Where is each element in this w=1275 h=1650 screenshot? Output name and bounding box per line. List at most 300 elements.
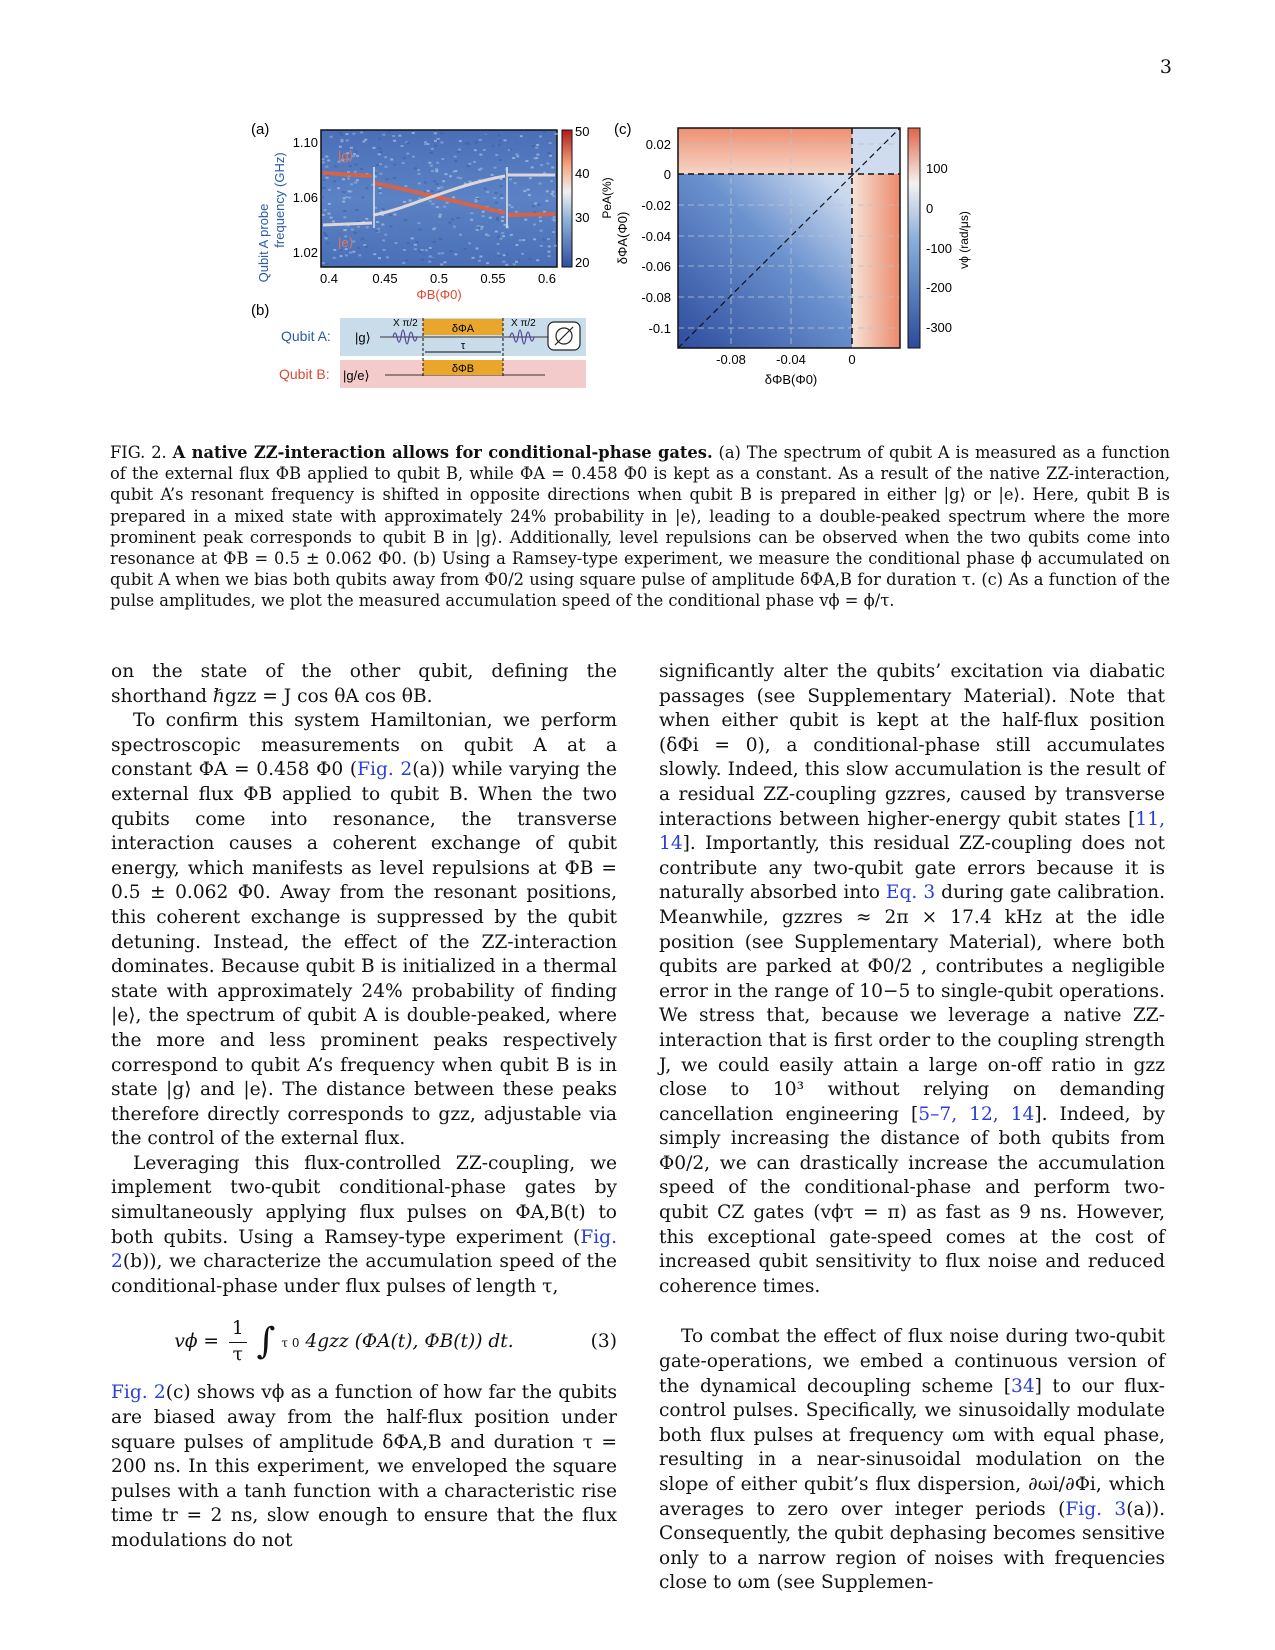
equation-3 — [111, 1313, 617, 1371]
spectrum-pixel — [333, 180, 336, 182]
caption-title: A native ZZ-interaction allows for conditional-phase gates. — [172, 443, 713, 462]
c-ytick-7: -0.1 — [648, 321, 671, 336]
spectrum-pixel — [387, 131, 390, 133]
spectrum-pixel — [457, 151, 460, 153]
spectrum-pixel — [532, 205, 535, 207]
spectrum-pixel — [468, 242, 471, 244]
xpi2-label-2: X π/2 — [511, 318, 536, 329]
spectrum-pixel — [518, 259, 521, 261]
spectrum-pixel — [477, 227, 480, 229]
spectrum-pixel — [554, 245, 557, 247]
spectrum-pixel — [323, 232, 326, 234]
spectrum-pixel — [393, 164, 396, 166]
left-p4-text: (c) shows vϕ as a function of how far the qubits are biased away from the half-flux position under square pulses of amplitude δΦA,B and duration τ = 200 ns. In this experiment, we enveloped the square pulses with a tanh function with a characteristic rise time tr = 2 ns, slow enough to ensure that the flux modulations do not — [111, 1382, 617, 1551]
ref-11-14[interactable]: 11, 14 — [659, 808, 1165, 855]
spectrum-pixel — [464, 248, 467, 250]
spectrum-pixel — [457, 177, 460, 179]
spectrum-pixel — [379, 192, 382, 194]
spectrum-pixel — [509, 178, 512, 180]
a-xtick-2: 0.45 — [372, 271, 398, 286]
spectrum-pixel — [324, 209, 327, 211]
eq3-link[interactable]: Eq. 3 — [885, 882, 936, 904]
spectrum-pixel — [465, 143, 468, 145]
spectrum-pixel — [499, 159, 502, 161]
spectrum-pixel — [379, 151, 382, 153]
spectrum-pixel — [482, 211, 485, 213]
spectrum-pixel — [431, 258, 434, 260]
left-paragraph-1: on the state of the other qubit, defining the shorthand ℏgzz = J cos θA cos θB. — [111, 661, 617, 707]
spectrum-pixel — [470, 219, 473, 221]
a-cbtick-4: 20 — [575, 255, 590, 270]
spectrum-pixel — [376, 230, 379, 232]
spectrum-pixel — [500, 197, 503, 199]
spectrum-pixel — [549, 142, 552, 144]
spectrum-pixel — [354, 171, 357, 173]
spectrum-pixel — [500, 185, 503, 187]
spectrum-pixel — [403, 249, 406, 251]
spectrum-pixel — [358, 254, 361, 256]
spectrum-pixel — [546, 200, 549, 202]
spectrum-pixel — [496, 217, 499, 219]
spectrum-pixel — [430, 152, 433, 154]
spectrum-pixel — [402, 162, 405, 164]
fig2-link-c[interactable]: Fig. 2 — [111, 1382, 166, 1404]
spectrum-pixel — [418, 228, 421, 230]
spectrum-pixel — [521, 253, 524, 255]
qubit-b-label: Qubit B: — [279, 366, 330, 382]
spectrum-pixel — [431, 170, 434, 172]
spectrum-pixel — [458, 149, 461, 151]
spectrum-pixel — [548, 152, 551, 154]
spectrum-pixel — [495, 202, 498, 204]
spectrum-pixel — [482, 215, 485, 217]
figure-2 — [0, 0, 1275, 430]
right-p1-text-d: ]. Indeed, by simply increasing the distance of both qubits from Φ0/2, we can drastically increase the accumulation speed of the conditional-phase and perform two-qubit CZ gates (vϕτ = π) as fast as 9 ns. However, this exceptional gate-speed comes at the cost of increased qubit sensitivity to flux noise and reduced coherence times. — [659, 1103, 1166, 1297]
spectrum-pixel — [512, 157, 515, 159]
spectrum-pixel — [548, 246, 551, 248]
c-colorbar — [908, 128, 920, 348]
spectrum-pixel — [454, 170, 457, 172]
spectrum-pixel — [552, 195, 555, 197]
spectrum-pixel — [497, 243, 500, 245]
spectrum-pixel — [540, 245, 543, 247]
spectrum-pixel — [483, 149, 486, 151]
spectrum-pixel — [468, 163, 471, 165]
spectrum-pixel — [379, 187, 382, 189]
spectrum-pixel — [323, 179, 326, 181]
vphi-map-top-region — [678, 128, 852, 174]
spectrum-pixel — [362, 141, 365, 143]
eq-fraction — [229, 1317, 247, 1367]
a-ytick-3: 1.02 — [292, 245, 318, 260]
spectrum-pixel — [527, 189, 530, 191]
spectrum-pixel — [332, 221, 335, 223]
spectrum-pixel — [330, 136, 333, 138]
spectrum-pixel — [539, 220, 542, 222]
panel-c-label: (c) — [614, 121, 632, 138]
a-ytick-1: 1.10 — [292, 135, 318, 150]
spectrum-pixel — [424, 141, 427, 143]
spectrum-pixel — [543, 172, 546, 174]
spectrum-pixel — [437, 190, 440, 192]
spectrum-pixel — [452, 196, 455, 198]
spectrum-pixel — [539, 216, 542, 218]
spectrum-pixel — [533, 224, 536, 226]
spectrum-pixel — [440, 186, 443, 188]
qubit-a-state: |g⟩ — [355, 330, 371, 345]
c-cbtick-4: -200 — [926, 280, 953, 295]
spectrum-pixel — [386, 256, 389, 258]
spectrum-pixel — [459, 234, 462, 236]
spectrum-pixel — [344, 229, 347, 231]
spectrum-pixel — [403, 201, 406, 203]
spectrum-pixel — [406, 153, 409, 155]
spectrum-pixel — [355, 209, 358, 211]
spectrum-pixel — [321, 196, 324, 198]
spectrum-pixel — [453, 226, 456, 228]
spectrum-pixel — [409, 200, 412, 202]
left-paragraph-4 — [111, 1381, 617, 1553]
spectrum-pixel — [429, 255, 432, 257]
right-column — [659, 660, 1165, 1596]
spectrum-pixel — [365, 218, 368, 220]
left-p3-text-a: Leveraging this flux-controlled ZZ-coupling, we implement two-qubit conditional-phase gates by simultaneously applying flux pulses on ΦA,B(t) to both qubits. Using a Ramsey-type experiment ( — [111, 1152, 617, 1248]
spectrum-pixel — [402, 262, 405, 264]
spectrum-pixel — [343, 210, 346, 212]
spectrum-pixel — [473, 161, 476, 163]
spectrum-pixel — [378, 153, 381, 155]
spectrum-pixel — [389, 214, 392, 216]
spectrum-pixel — [394, 214, 397, 216]
spectrum-pixel — [446, 202, 449, 204]
spectrum-pixel — [535, 157, 538, 159]
spectrum-pixel — [412, 132, 415, 134]
eq-limits: τ 0 — [281, 1336, 300, 1351]
a-xtick-3: 0.5 — [429, 271, 449, 286]
spectrum-pixel — [378, 147, 381, 149]
spectrum-pixel — [360, 168, 363, 170]
spectrum-pixel — [414, 244, 417, 246]
spectrum-pixel — [535, 147, 538, 149]
spectrum-pixel — [373, 253, 376, 255]
spectrum-pixel — [433, 181, 436, 183]
eq-frac-den: τ — [232, 1343, 243, 1365]
spectrum-pixel — [457, 217, 460, 219]
spectrum-pixel — [414, 167, 417, 169]
spectrum-pixel — [476, 229, 479, 231]
a-xlabel: ΦB(Φ0) — [416, 287, 462, 302]
caption-prefix: FIG. 2. — [110, 443, 167, 462]
eq-lhs: vϕ = — [174, 1331, 219, 1353]
caption-text: (a) The spectrum of qubit A is measured as a function of the external flux ΦB applied to qubit B, while ΦA = 0.458 Φ0 is kept as a constant. As a result of the native ZZ-interaction, qubit A’s resonant frequency is shifted in opposite directions when qubit B is prepared in either |g⟩ or |e⟩. Here, qubit B is prepared in a mixed state with approximately 24% probability in |e⟩, leading to a double-peaked spectrum where the more prominent peak corresponds to qubit B in |g⟩. Additionally, level repulsions can be observed when the two qubits come into resonance at ΦB = 0.5 ± 0.062 Φ0. (b) Using a Ramsey-type experiment, we measure the conditional phase ϕ accumulated on qubit A when we bias both qubits away from Φ0/2 using square pulse of amplitude δΦA,B for duration τ. (c) As a function of the pulse amplitudes, we plot the measured accumulation speed of the conditional phase vϕ = ϕ/τ. — [110, 443, 1170, 611]
panel-b-label: (b) — [251, 302, 270, 319]
figure-caption — [110, 442, 1170, 612]
spectrum-pixel — [551, 167, 554, 169]
spectrum-pixel — [513, 263, 516, 265]
spectrum-pixel — [322, 262, 325, 264]
spectrum-pixel — [346, 140, 349, 142]
spectrum-pixel — [351, 229, 354, 231]
spectrum-pixel — [434, 145, 437, 147]
spectrum-pixel — [528, 194, 531, 196]
spectrum-pixel — [509, 149, 512, 151]
spectrum-pixel — [429, 247, 432, 249]
spectrum-pixel — [349, 252, 352, 254]
spectrum-pixel — [531, 166, 534, 168]
spectrum-pixel — [533, 238, 536, 240]
spectrum-pixel — [326, 263, 329, 265]
spectrum-pixel — [552, 218, 555, 220]
spectrum-pixel — [491, 174, 494, 176]
spectrum-pixel — [365, 187, 368, 189]
spectrum-pixel — [322, 162, 325, 164]
spectrum-pixel — [379, 173, 382, 175]
spectrum-pixel — [454, 253, 457, 255]
spectrum-pixel — [536, 154, 539, 156]
spectrum-pixel — [411, 237, 414, 239]
fig2-link-a[interactable]: Fig. 2 — [357, 759, 413, 781]
spectrum-pixel — [439, 214, 442, 216]
spectrum-pixel — [469, 181, 472, 183]
spectrum-pixel — [511, 206, 514, 208]
spectrum-pixel — [404, 219, 407, 221]
spectrum-pixel — [393, 140, 396, 142]
spectrum-pixel — [489, 217, 492, 219]
spectrum-pixel — [376, 164, 379, 166]
spectrum-pixel — [390, 159, 393, 161]
spectrum-pixel — [497, 255, 500, 257]
paragraph-gap — [659, 1299, 1165, 1325]
spectrum-pixel — [437, 187, 440, 189]
spectrum-pixel — [449, 250, 452, 252]
ref-5-7-12-14[interactable]: 5–7, 12, 14 — [918, 1103, 1035, 1125]
spectrum-pixel — [523, 190, 526, 192]
equation-number: (3) — [590, 1331, 617, 1353]
spectrum-pixel — [354, 232, 357, 234]
spectrum-pixel — [424, 182, 427, 184]
spectrum-pixel — [474, 149, 477, 151]
spectrum-pixel — [441, 252, 444, 254]
a-colorbar-label: PeA(%) — [600, 177, 614, 219]
spectrum-pixel — [345, 254, 348, 256]
spectrum-pixel — [401, 145, 404, 147]
ref-34[interactable]: 34 — [1010, 1375, 1035, 1397]
spectrum-pixel — [548, 255, 551, 257]
spectrum-pixel — [406, 142, 409, 144]
c-colorbar-label: vϕ (rad/μs) — [957, 211, 971, 269]
spectrum-pixel — [357, 247, 360, 249]
c-cbtick-3: -100 — [926, 241, 953, 256]
spectrum-pixel — [543, 131, 546, 133]
pulse-b-label: δΦB — [451, 363, 475, 375]
spectrum-pixel — [326, 242, 329, 244]
spectrum-pixel — [392, 135, 395, 137]
right-p1-text-a: significantly alter the qubits’ excitation via diabatic passages (see Supplementary Material). Note that when either qubit is kept at the half-flux position (δΦi = 0), a conditional-phase still accumulates slowly. Indeed, this slow accumulation is the result of a residual ZZ-coupling gzzres, caused by transverse interactions between higher-energy qubit states [ — [659, 661, 1165, 830]
qubit-a-label: Qubit A: — [281, 328, 331, 344]
spectrum-pixel — [342, 191, 345, 193]
spectrum-pixel — [383, 249, 386, 251]
spectrum-pixel — [356, 179, 359, 181]
a-colorbar — [562, 130, 572, 267]
equation-body — [111, 1317, 577, 1367]
spectrum-pixel — [505, 264, 508, 266]
spectrum-pixel — [536, 144, 539, 146]
spectrum-pixel — [325, 238, 328, 240]
spectrum-pixel — [348, 190, 351, 192]
c-cbtick-1: 100 — [926, 161, 948, 176]
spectrum-pixel — [520, 135, 523, 137]
spectrum-pixel — [326, 177, 329, 179]
spectrum-pixel — [361, 238, 364, 240]
spectrum-pixel — [347, 178, 350, 180]
left-paragraph-3 — [111, 1152, 617, 1300]
spectrum-pixel — [403, 157, 406, 159]
spectrum-pixel — [404, 185, 407, 187]
spectrum-pixel — [417, 169, 420, 171]
fig3-link[interactable]: Fig. 3 — [1065, 1498, 1127, 1520]
fig2-link-b[interactable]: Fig. 2 — [111, 1226, 617, 1273]
spectrum-pixel — [418, 182, 421, 184]
spectrum-pixel — [407, 242, 410, 244]
spectrum-pixel — [448, 222, 451, 224]
spectrum-pixel — [550, 180, 553, 182]
spectrum-pixel — [498, 144, 501, 146]
spectrum-pixel — [356, 155, 359, 157]
spectrum-pixel — [454, 156, 457, 158]
spectrum-pixel — [500, 195, 503, 197]
spectrum-pixel — [440, 142, 443, 144]
spectrum-pixel — [343, 216, 346, 218]
spectrum-pixel — [342, 178, 345, 180]
spectrum-pixel — [475, 199, 478, 201]
spectrum-pixel — [529, 177, 532, 179]
spectrum-pixel — [425, 249, 428, 251]
spectrum-pixel — [480, 168, 483, 170]
spectrum-pixel — [389, 225, 392, 227]
spectrum-pixel — [481, 226, 484, 228]
c-xtick-1: -0.08 — [716, 352, 746, 367]
c-xlabel: δΦB(Φ0) — [764, 372, 818, 387]
spectrum-pixel — [328, 189, 331, 191]
pulse-a-label: δΦA — [451, 323, 475, 335]
spectrum-pixel — [552, 191, 555, 193]
spectrum-pixel — [459, 140, 462, 142]
spectrum-pixel — [503, 254, 506, 256]
spectrum-pixel — [430, 165, 433, 167]
state-g-label: |g⟩ — [338, 148, 354, 163]
panel-a-ylabel — [256, 152, 287, 282]
spectrum-pixel — [322, 187, 325, 189]
spectrum-pixel — [443, 206, 446, 208]
spectrum-pixel — [328, 203, 331, 205]
c-cbtick-2: 0 — [926, 201, 934, 216]
spectrum-pixel — [495, 231, 498, 233]
spectrum-pixel — [345, 133, 348, 135]
spectrum-pixel — [501, 216, 504, 218]
state-e-label: |e⟩ — [338, 235, 354, 250]
spectrum-pixel — [337, 187, 340, 189]
spectrum-pixel — [542, 239, 545, 241]
spectrum-pixel — [385, 166, 388, 168]
spectrum-pixel — [508, 204, 511, 206]
spectrum-pixel — [357, 226, 360, 228]
c-ytick-6: -0.08 — [641, 290, 671, 305]
spectrum-pixel — [386, 178, 389, 180]
spectrum-pixel — [412, 156, 415, 158]
spectrum-pixel — [519, 239, 522, 241]
spectrum-pixel — [495, 154, 498, 156]
spectrum-pixel — [415, 241, 418, 243]
spectrum-pixel — [431, 203, 434, 205]
spectrum-pixel — [379, 163, 382, 165]
spectrum-pixel — [540, 164, 543, 166]
spectrum-pixel — [382, 134, 385, 136]
spectrum-pixel — [504, 139, 507, 141]
spectrum-pixel — [497, 252, 500, 254]
spectrum-pixel — [439, 238, 442, 240]
spectrum-pixel — [475, 141, 478, 143]
spectrum-pixel — [428, 261, 431, 263]
spectrum-pixel — [529, 258, 532, 260]
vphi-map-right-region — [852, 174, 900, 348]
spectrum-pixel — [340, 134, 343, 136]
spectrum-pixel — [366, 226, 369, 228]
spectrum-pixel — [479, 139, 482, 141]
spectrum-pixel — [555, 133, 558, 135]
spectrum-pixel — [341, 139, 344, 141]
tau-label: τ — [460, 340, 466, 352]
spectrum-pixel — [414, 248, 417, 250]
spectrum-pixel — [532, 145, 535, 147]
a-xtick-1: 0.4 — [319, 271, 339, 286]
spectrum-pixel — [418, 173, 421, 175]
spectrum-pixel — [360, 131, 363, 133]
spectrum-pixel — [436, 183, 439, 185]
spectrum-pixel — [480, 228, 483, 230]
spectrum-pixel — [451, 218, 454, 220]
spectrum-pixel — [501, 220, 504, 222]
spectrum-pixel — [438, 253, 441, 255]
spectrum-pixel — [493, 197, 496, 199]
spectrum-pixel — [534, 203, 537, 205]
spectrum-pixel — [524, 219, 527, 221]
spectrum-pixel — [441, 158, 444, 160]
spectrum-pixel — [498, 134, 501, 136]
spectrum-pixel — [373, 147, 376, 149]
spectrum-pixel — [333, 249, 336, 251]
c-ytick-2: 0 — [663, 167, 671, 182]
spectrum-pixel — [361, 197, 364, 199]
spectrum-pixel — [354, 182, 357, 184]
spectrum-pixel — [382, 239, 385, 241]
spectrum-pixel — [487, 235, 490, 237]
spectrum-pixel — [322, 214, 325, 216]
spectrum-pixel — [548, 251, 551, 253]
spectrum-pixel — [502, 235, 505, 237]
eq-frac-num: 1 — [229, 1317, 247, 1343]
spectrum-pixel — [398, 135, 401, 137]
spectrum-pixel — [515, 244, 518, 246]
right-paragraph-1 — [659, 660, 1165, 1299]
spectrum-pixel — [429, 200, 432, 202]
spectrum-pixel — [479, 154, 482, 156]
right-p1-text-c: during gate calibration. Meanwhile, gzzres ≈ 2π × 17.4 kHz at the idle position (see Supplementary Material), where both qubits are parked at Φ0/2 , contributes a negligible error in the range of 10−5 to single-qubit operations. We stress that, because we leverage a native ZZ-interaction that is first order to the coupling strength J, we could easily attain a large on-off ratio in gzz close to 10³ without relying on demanding cancellation engineering [ — [659, 882, 1165, 1125]
spectrum-pixel — [384, 156, 387, 158]
xpi2-label-1: X π/2 — [393, 318, 418, 329]
spectrum-pixel — [484, 135, 487, 137]
spectrum-pixel — [322, 158, 325, 160]
spectrum-pixel — [352, 251, 355, 253]
